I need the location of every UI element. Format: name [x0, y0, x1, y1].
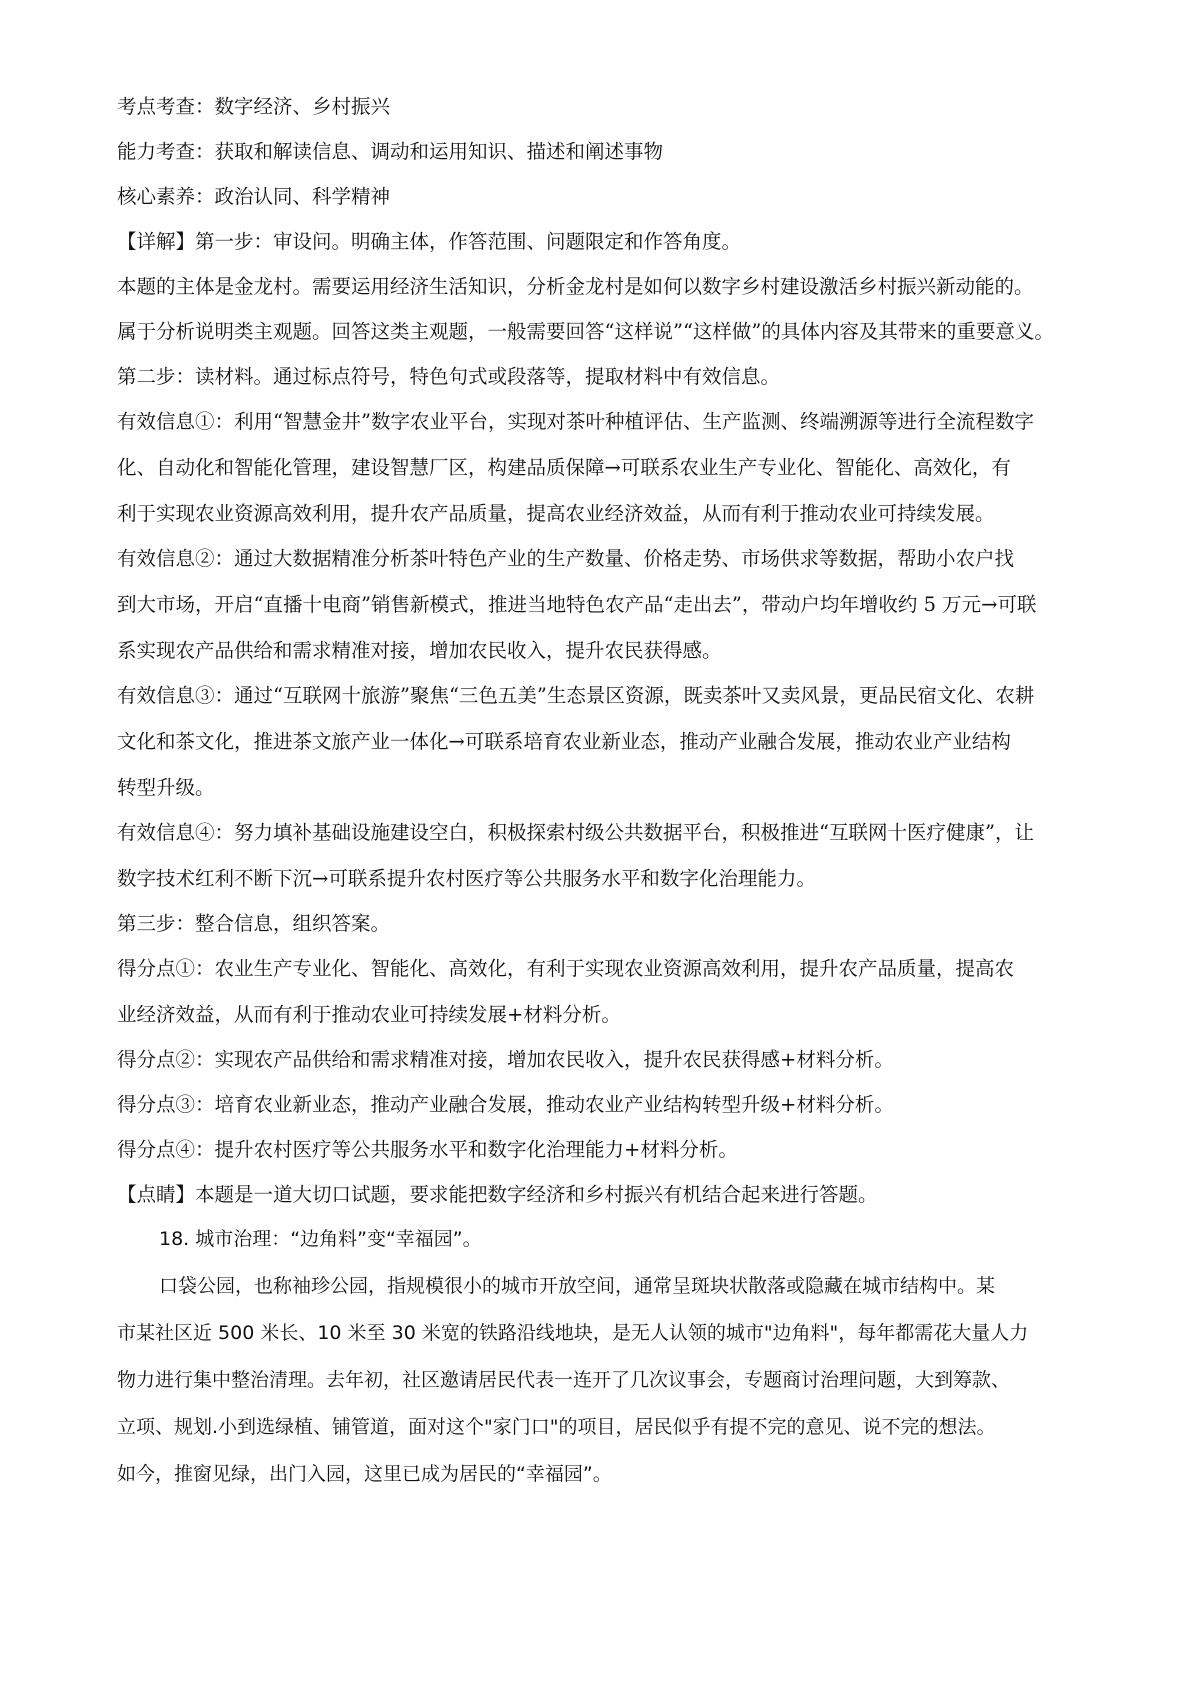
question-18-body-line-3: 物力进行集中整治清理。去年初，社区邀请居民代表一连开了几次议事会，专题商讨治理问题，大到筹款、 [117, 1369, 1011, 1391]
question-18-body-line-5: 如今，推窗见绿，出门入园，这里已成为居民的“幸福园”。 [117, 1463, 612, 1485]
step2-line: 第二步：读材料。通过标点符号，特色句式或段落等，提取材料中有效信息。 [117, 365, 781, 388]
suyang-line: 核心素养：政治认同、科学精神 [117, 185, 391, 208]
subject-line-1: 本题的主体是金龙村。需要运用经济生活知识，分析金龙村是如何以数字乡村建设激活乡村振兴新动能的。 [117, 275, 1034, 298]
info3-line-1: 有效信息③：通过“互联网十旅游”聚焦“三色五美”生态景区资源，既卖茶叶又卖风景，更品民宿文化、农耕 [117, 684, 1035, 707]
score2-line: 得分点②：实现农产品供给和需求精准对接，增加农民收入，提升农民获得感+材料分析。 [117, 1048, 894, 1071]
info1-line-3: 利于实现农业资源高效利用，提升农产品质量，提高农业经济效益，从而有利于推动农业可持续发展。 [117, 502, 995, 525]
question-18-body-line-1: 口袋公园，也称袖珍公园，指规模很小的城市开放空间，通常呈斑块状散落或隐藏在城市结构中。某 [159, 1275, 996, 1297]
score1-line-2: 业经济效益，从而有利于推动农业可持续发展+材料分析。 [117, 1003, 621, 1026]
score1-line-1: 得分点①：农业生产专业化、智能化、高效化，有利于实现农业资源高效利用，提升农产品质量，提高农 [117, 957, 1015, 980]
document-content [117, 95, 1093, 1486]
info4-line-2: 数字技术红利不断下沉→可联系提升农村医疗等公共服务水平和数字化治理能力。 [117, 867, 816, 890]
question-18-title: 18. 城市治理：“边角料”变“幸福园”。 [159, 1228, 482, 1250]
info2-line-1: 有效信息②：通过大数据精准分析茶叶特色产业的生产数量、价格走势、市场供求等数据，帮助小农户找 [117, 547, 1015, 570]
info2-line-3: 系实现农产品供给和需求精准对接，增加农民收入，提升农民获得感。 [117, 639, 722, 662]
info3-line-2: 文化和茶文化，推进茶文旅产业一体化→可联系培育农业新业态，推动产业融合发展，推动农业产业结构 [117, 730, 1011, 753]
info4-line-1: 有效信息④：努力填补基础设施建设空白，积极探索村级公共数据平台，积极推进“互联网十医疗健康”，让 [117, 821, 1034, 844]
step3-line: 第三步：整合信息，组织答案。 [117, 912, 391, 935]
info3-line-3: 转型升级。 [117, 776, 215, 799]
info1-line-2: 化、自动化和智能化管理，建设智慧厂区，构建品质保障→可联系农业生产专业化、智能化、高效化，有 [117, 456, 1011, 479]
score4-line: 得分点④：提升农村医疗等公共服务水平和数字化治理能力+材料分析。 [117, 1138, 738, 1161]
nengli-line: 能力考查：获取和解读信息、调动和运用知识、描述和阐述事物 [117, 140, 664, 163]
dianjing-line: 【点睛】本题是一道大切口试题，要求能把数字经济和乡村振兴有机结合起来进行答题。 [117, 1183, 878, 1206]
subject-line-2: 属于分析说明类主观题。回答这类主观题，一般需要回答“这样说”“这样做”的具体内容及其带来的重要意义。 [117, 320, 1054, 343]
info2-line-2: 到大市场，开启“直播十电商”销售新模式，推进当地特色农产品“走出去”，带动户均年增收约 5 万元→可联 [117, 593, 1037, 616]
question-18-body-line-2: 市某社区近 500 米长、10 米至 30 米宽的铁路沿线地块，是无人认领的城市"边角料"，每年都需花大量人力 [117, 1322, 1029, 1344]
xiangjie-line: 【详解】第一步：审设问。明确主体，作答范围、问题限定和作答角度。 [117, 230, 742, 253]
info1-line-1: 有效信息①：利用“智慧金井”数字农业平台，实现对茶叶种植评估、生产监测、终端溯源等进行全流程数字 [117, 410, 1034, 433]
kaodian-line: 考点考查：数字经济、乡村振兴 [117, 95, 391, 118]
question-18-body-line-4: 立项、规划.小到选绿植、铺管道，面对这个"家门口"的项目，居民似乎有提不完的意见、说不完的想法。 [117, 1416, 996, 1438]
score3-line: 得分点③：培育农业新业态，推动产业融合发展，推动农业产业结构转型升级+材料分析。 [117, 1093, 894, 1116]
